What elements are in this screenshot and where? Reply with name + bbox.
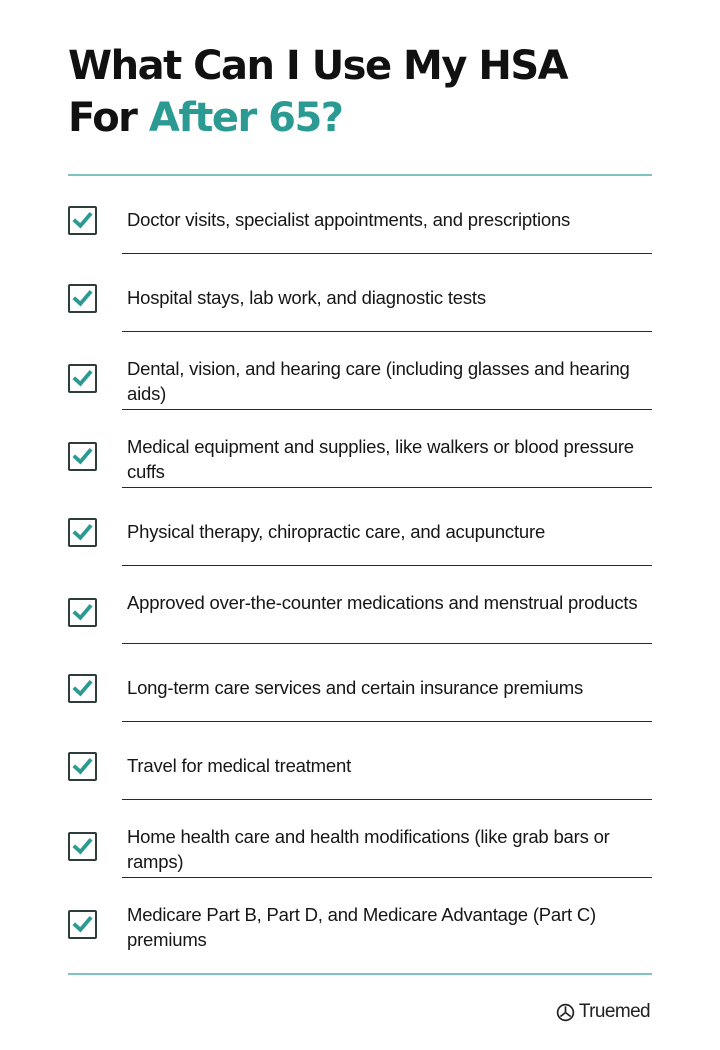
list-item-text: Travel for medical treatment	[127, 755, 352, 776]
eligible-expenses-list	[0, 176, 720, 956]
checkbox-checked-icon	[68, 284, 97, 313]
truemed-logo-icon	[556, 1003, 575, 1022]
checkbox-checked-icon	[68, 518, 97, 547]
brand-logo	[556, 1000, 650, 1024]
checkbox-checked-icon	[68, 832, 97, 861]
checkbox-checked-icon	[68, 206, 97, 235]
title-line-1: What Can I Use My HSA	[68, 43, 568, 89]
checkbox-checked-icon	[68, 364, 97, 393]
checkbox-checked-icon	[68, 752, 97, 781]
list-item-text: Doctor visits, specialist appointments, and prescriptions	[127, 209, 571, 230]
checkbox-checked-icon	[68, 442, 97, 471]
list-item	[0, 488, 720, 566]
list-item-text: Approved over-the-counter medications and menstrual products	[127, 592, 638, 613]
list-item	[0, 800, 720, 878]
brand-name: Truemed	[578, 1001, 650, 1022]
list-item-text: Physical therapy, chiropractic care, and acupuncture	[127, 521, 546, 542]
title-line-2-accent: After 65?	[148, 95, 343, 141]
checkbox-checked-icon	[68, 674, 97, 703]
list-item-text: Long-term care services and certain insurance premiums	[127, 677, 584, 698]
bottom-divider	[68, 973, 652, 975]
checkbox-checked-icon	[68, 598, 97, 627]
page-title	[68, 40, 668, 144]
list-item	[0, 722, 720, 800]
list-item-text: Hospital stays, lab work, and diagnostic tests	[127, 287, 486, 308]
list-item	[0, 410, 720, 488]
list-item	[0, 254, 720, 332]
list-item	[0, 176, 720, 254]
list-item	[0, 644, 720, 722]
list-item	[0, 332, 720, 410]
list-item-text: Medicare Part B, Part D, and Medicare Advantage (Part C) premiums	[127, 904, 596, 950]
list-item-text: Dental, vision, and hearing care (including glasses and hearing aids)	[127, 358, 630, 404]
list-item-text: Home health care and health modifications (like grab bars or ramps)	[127, 826, 610, 872]
list-item	[0, 878, 720, 956]
list-item	[0, 566, 720, 644]
title-line-2-prefix: For	[68, 95, 137, 141]
checkbox-checked-icon	[68, 910, 97, 939]
list-item-text: Medical equipment and supplies, like walkers or blood pressure cuffs	[127, 436, 634, 482]
